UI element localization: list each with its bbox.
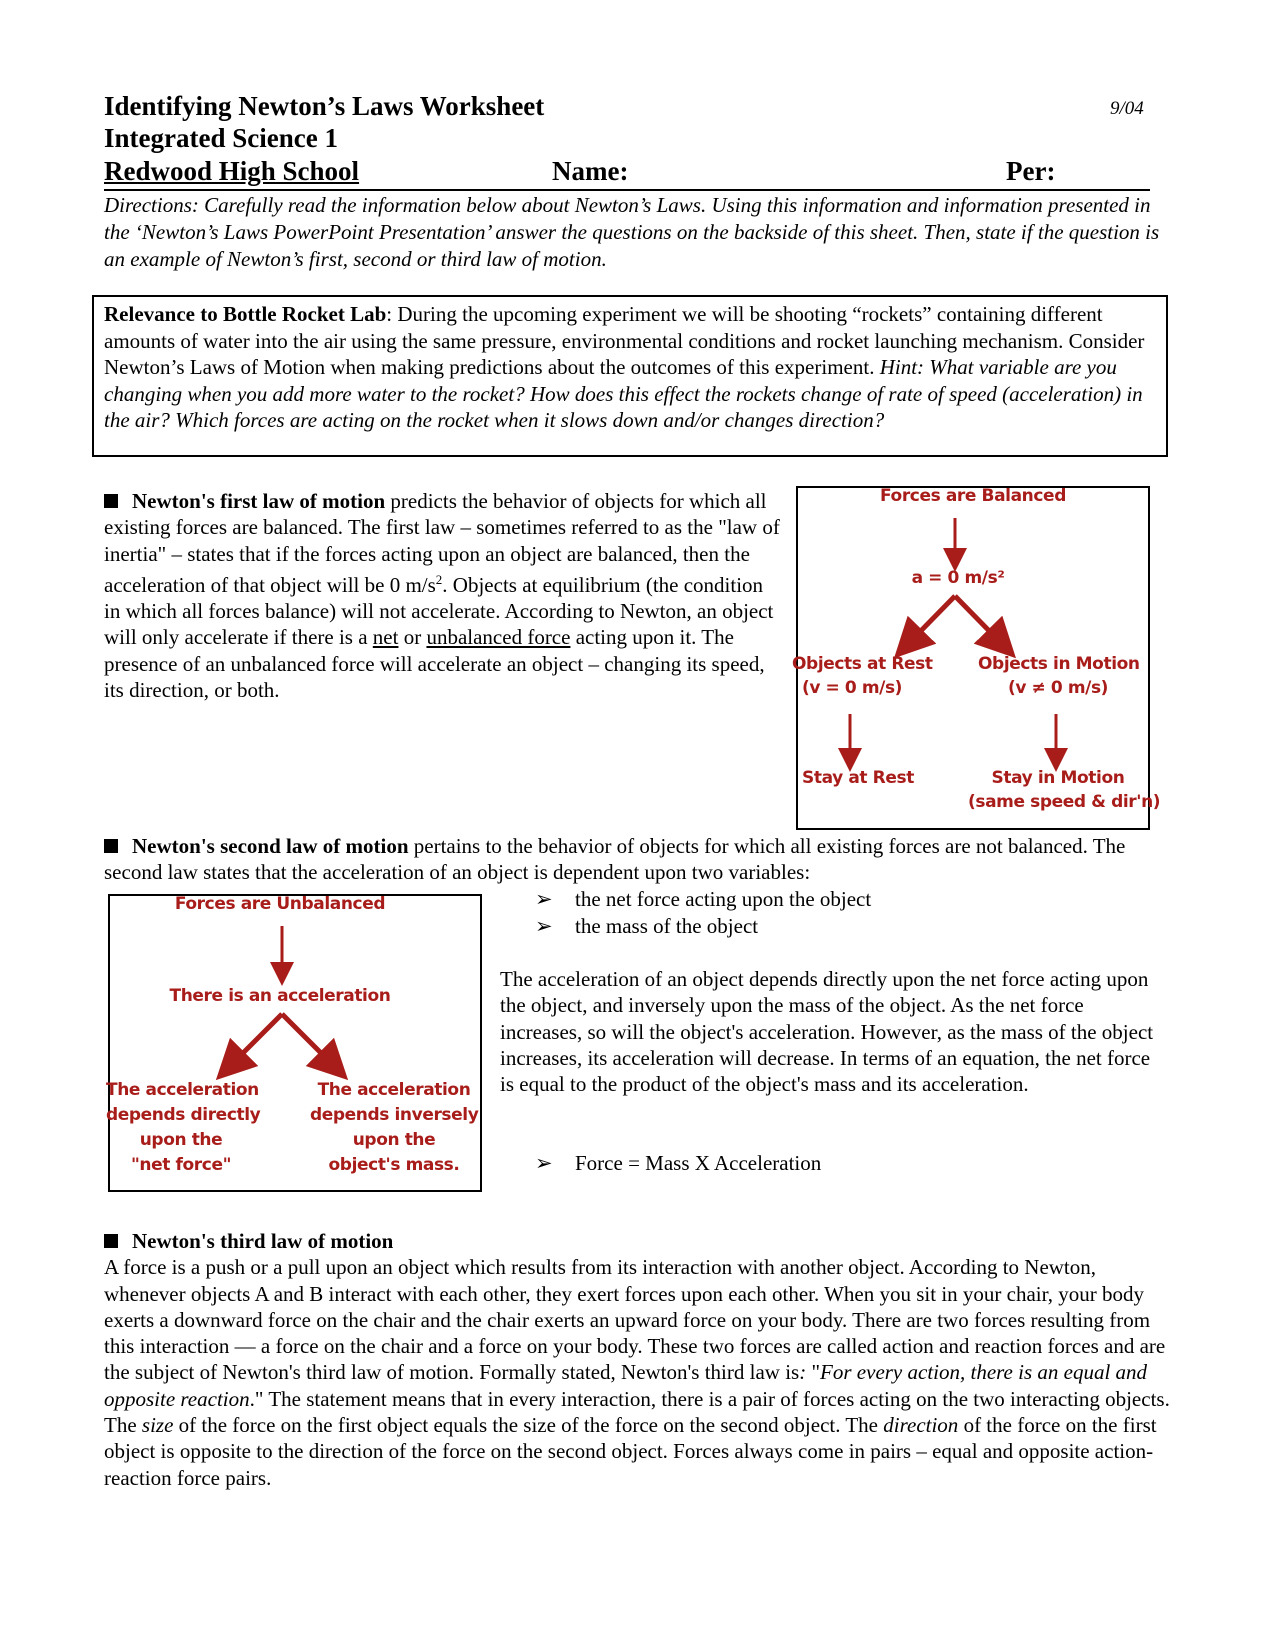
relevance-text: : During the upcoming experiment we will be shooting “rockets” containing different amounts of water into the air using the same pressure, environmental conditions and rocket launching mechanism. Consider Newton’s Laws of Motion when making predictions about the outcomes of this experiment.	[104, 302, 1145, 379]
school-name: Redwood High School	[104, 156, 360, 186]
diagram2-right-label-2: depends inversely	[310, 1105, 479, 1125]
diagram1-right-bottom-label-2: (same speed & dir'n)	[968, 792, 1161, 812]
diagram2-left-label-2: depends directly	[106, 1105, 261, 1125]
third-law-section	[104, 1228, 1174, 1491]
arrow-bullet-icon: ➢	[535, 913, 553, 938]
arrow-bullet-icon: ➢	[535, 1151, 553, 1175]
diagram1-top-label: Forces are Balanced	[880, 486, 1066, 506]
second-law-intro-text: pertains to the behavior of objects for which all existing forces are not balanced. The second law states that the acceleration of an object is dependent upon two variables:	[104, 834, 1126, 885]
square-bullet-icon	[104, 1234, 118, 1248]
or-word: or	[398, 625, 427, 650]
arrow-bullet-icon: ➢	[535, 887, 553, 911]
split-arrow-left	[908, 596, 955, 644]
third-law-title: Newton's third law of motion	[132, 1229, 394, 1253]
diagram2-right-label-4: object's mass.	[328, 1155, 460, 1175]
formula-text: Force = Mass X Acceleration	[575, 1151, 822, 1175]
first-law-section	[104, 488, 784, 703]
third-law-text-2: The statement means that in every interaction, there is a pair of forces acting on the two interacting objects. The	[104, 1386, 1170, 1438]
diagram2-left-label-3: upon the	[139, 1130, 223, 1150]
variable-net-force: the net force acting upon the object	[575, 887, 872, 911]
diagram2-right-label-1: The acceleration	[317, 1080, 471, 1100]
first-law-title: Newton's first law of motion	[132, 489, 386, 513]
colon: :	[799, 1360, 807, 1385]
quote-close: ."	[249, 1386, 264, 1411]
list-item	[535, 1150, 1135, 1177]
first-law-text-3: acting upon it. The presence of an unbalanced force will accelerate an object – changing its speed, its direction, or both.	[104, 625, 765, 703]
square-bullet-icon	[104, 494, 118, 508]
second-law-diagram	[108, 894, 482, 1192]
quote-open: "	[806, 1360, 821, 1385]
course-name: Integrated Science 1	[104, 123, 338, 153]
worksheet-title: Identifying Newton’s Laws Worksheet	[104, 91, 545, 121]
direction-term: direction	[883, 1413, 959, 1438]
size-term: size	[141, 1413, 174, 1438]
third-law-text-1: A force is a push or a pull upon an object which results from its interaction with another object. According to Newton, whenever objects A and B interact with each other, they exert forces upon each other. When you sit in your chair, your body exerts a downward force on the chair and the chair exerts an upward force on your body. There are two forces resulting from this interaction — a force on the chair and a force on your body. These two forces are called action and reaction forces and are the subject of Newton's third law of motion. Formally stated, Newton's third law is	[104, 1255, 1166, 1385]
split-arrow-right	[282, 1014, 334, 1066]
first-law-text: predicts the behavior of objects for which all existing forces are balanced. The first law – sometimes referred to as the "law of inertia" – states that if the forces acting upon an object are balanced, then the acceleration of that object will be 0 m/s	[104, 489, 780, 597]
name-field-label: Name:	[552, 156, 629, 186]
period-field-label: Per:	[1006, 156, 1056, 186]
diagram1-right-label-2: (v ≠ 0 m/s)	[1007, 678, 1109, 698]
second-law-formula	[535, 1150, 1135, 1177]
diagram1-acceleration-label: a = 0 m/s²	[911, 568, 1005, 588]
diagram1-right-label-1: Objects in Motion	[978, 654, 1140, 674]
first-law-diagram	[792, 486, 1161, 830]
third-law-quote: For every action, there is an equal and opposite reaction	[104, 1360, 1148, 1411]
worksheet-date: 9/04	[1110, 98, 1144, 119]
second-law-intro	[104, 833, 1174, 886]
variable-mass: the mass of the object	[575, 913, 759, 938]
diagram2-top-label: Forces are Unbalanced	[174, 894, 386, 914]
diagram2-right-label-3: upon the	[352, 1130, 436, 1150]
first-law-text-2: . Objects at equilibrium (the condition in which all forces balance) will not accelerate. According to Newton, an object will only accelerate if there is a	[104, 572, 774, 650]
list-item	[535, 886, 1135, 913]
relevance-label: Relevance to Bottle Rocket Lab	[104, 302, 387, 326]
unbalanced-force-term: unbalanced force	[426, 625, 571, 650]
second-law-title: Newton's second law of motion	[132, 834, 409, 858]
second-law-paragraph: The acceleration of an object depends directly upon the net force acting upon the object, and inversely upon the mass of the object. As the net force increases, so will the object's acceleration. However, as the mass of the object increases, its acceleration will decrease. In terms of an equation, the net force is equal to the product of the object's mass and its acceleration.	[500, 967, 1154, 1097]
relevance-hint: Hint: What variable are you changing when you add more water to the rocket? How does this effect the rockets change of rate of speed (acceleration) in the air? Which forces are acting on the rocket when it slows down and/or changes direction?	[104, 355, 1143, 432]
diagram1-left-bottom-label: Stay at Rest	[802, 768, 914, 788]
diagram2-left-label-4: "net force"	[130, 1155, 232, 1175]
diagram1-left-label-2: (v = 0 m/s)	[801, 678, 903, 698]
third-law-text-4: of the force on the first object is opposite to the direction of the force on the second object. Forces always come in pairs – equal and opposite action-reaction force pairs.	[104, 1413, 1157, 1490]
superscript-exponent: 2	[435, 571, 443, 587]
diagram2-left-label-1: The acceleration	[106, 1080, 259, 1100]
diagram2-middle-label: There is an acceleration	[169, 986, 391, 1006]
directions-text: Directions: Carefully read the information below about Newton’s Laws. Using this information and information presented in the ‘Newton’s Laws PowerPoint Presentation’ answer the questions on the backside of this sheet. Then, state if the question is an example of Newton’s first, second or third law of motion.	[104, 193, 1160, 271]
third-law-text-3: of the force on the first object equals the size of the force on the second object. The	[173, 1413, 884, 1438]
diagram1-left-label-1: Objects at Rest	[792, 654, 933, 674]
net-term: net	[372, 625, 399, 650]
second-law-variables-list	[535, 886, 1135, 939]
split-arrow-right	[955, 596, 1002, 644]
diagram1-right-bottom-label-1: Stay in Motion	[991, 768, 1125, 788]
list-item	[535, 913, 1135, 940]
school-name-per-row	[104, 155, 1150, 191]
split-arrow-left	[230, 1014, 282, 1066]
relevance-box	[92, 295, 1168, 457]
square-bullet-icon	[104, 839, 118, 853]
